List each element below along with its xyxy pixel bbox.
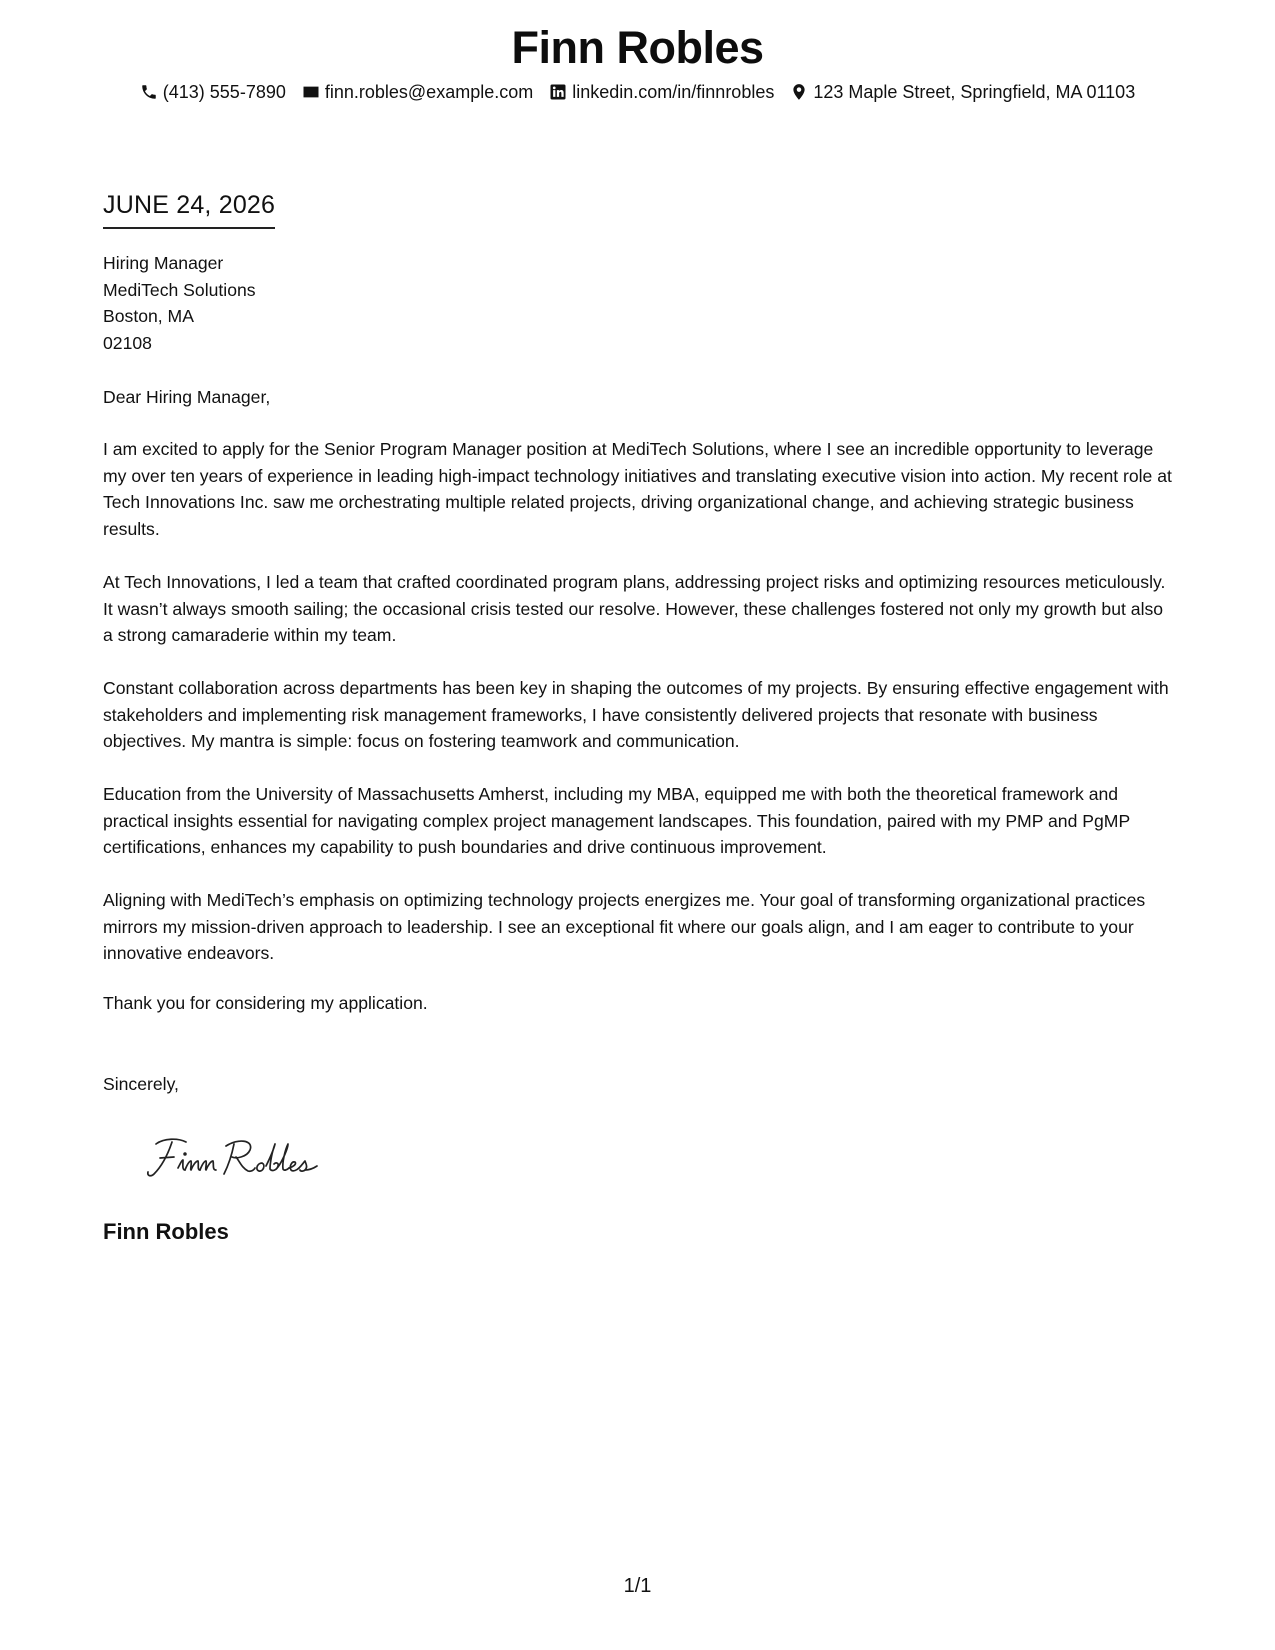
- map-marker-icon: [790, 83, 808, 101]
- phone-text: (413) 555-7890: [162, 82, 286, 102]
- signoff: Sincerely,: [103, 1074, 179, 1094]
- closing-line: Thank you for considering my application.: [103, 993, 428, 1013]
- body-paragraph: I am excited to apply for the Senior Program Manager position at MediTech Solutions, where I see an incredible opportunity to leverage my over ten years of experience in leading high-impact technology initiatives and translating executive vision into action. My recent role at Tech Innovations Inc. saw me orchestrating multiple related projects, driving organizational change, and achieving strategic business results.: [103, 439, 1172, 539]
- linkedin-icon: [549, 83, 567, 101]
- body-paragraph: Aligning with MediTech’s emphasis on optimizing technology projects energizes me. Your goal of transforming organizational practices mirrors my mission-driven approach to leadership. I see an exceptional fit where our goals align, and I am eager to contribute to your innovative endeavors.: [103, 890, 1146, 963]
- contact-address: [790, 80, 1135, 104]
- body-paragraph: Education from the University of Massachusetts Amherst, including my MBA, equipped me with both the theoretical framework and practical insights essential for navigating complex project management landscapes. This foundation, paired with my PMP and PgMP certifications, enhances my capability to push boundaries and drive continuous improvement.: [103, 784, 1130, 857]
- letter-date: JUNE 24, 2026: [103, 190, 275, 229]
- contact-linkedin: [549, 80, 774, 104]
- phone-icon: [140, 83, 158, 101]
- email-text: finn.robles@example.com: [324, 82, 534, 102]
- linkedin-text: linkedin.com/in/finnrobles: [572, 82, 775, 102]
- address-text: 123 Maple Street, Springfield, MA 01103: [813, 82, 1136, 102]
- envelope-icon: [302, 83, 320, 101]
- recipient-title: Hiring Manager: [103, 253, 224, 273]
- contact-email: [302, 80, 533, 104]
- recipient-city-state: Boston, MA: [103, 306, 194, 326]
- recipient-block: [103, 250, 1173, 356]
- applicant-name-heading: Finn Robles: [511, 22, 764, 73]
- body-paragraph: Constant collaboration across departments has been key in shaping the outcomes of my projects. By ensuring effective engagement with stakeholders and implementing risk management frameworks, I have consistently delivered projects that resonate with business objectives. My mantra is simple: focus on fostering teamwork and communication.: [103, 678, 1169, 751]
- handwritten-signature: [142, 1130, 332, 1186]
- contact-phone: [140, 80, 286, 104]
- signer-name: Finn Robles: [103, 1219, 229, 1244]
- recipient-company: MediTech Solutions: [103, 279, 256, 300]
- page-number: 1/1: [623, 1575, 652, 1597]
- contact-info-row: [0, 80, 1275, 104]
- body-paragraph: At Tech Innovations, I led a team that crafted coordinated program plans, addressing project risks and optimizing resources meticulously. It wasn’t always smooth sailing; the occasional crisis tested our resolve. However, these challenges fostered not only my growth but also a strong camaraderie within my team.: [103, 572, 1166, 645]
- salutation: Dear Hiring Manager,: [103, 387, 271, 407]
- recipient-zip: 02108: [103, 332, 152, 353]
